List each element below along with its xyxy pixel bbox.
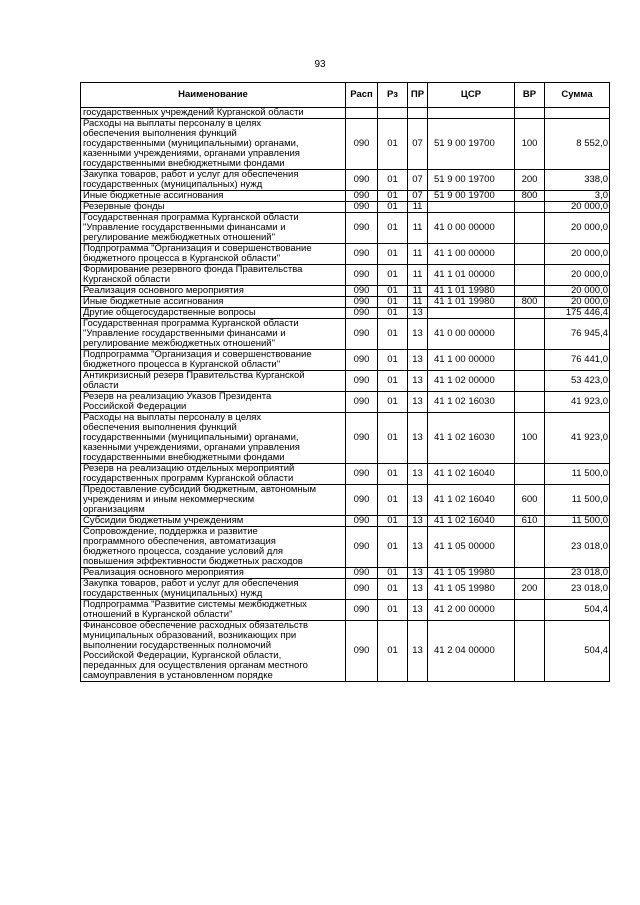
row-name-line: самоуправления в установленном порядке [83, 670, 273, 681]
row-vr [515, 371, 545, 392]
header-name: Наименование [81, 83, 346, 108]
row-csr: 41 1 02 16040 [428, 516, 515, 527]
row-name [81, 297, 346, 308]
row-sum: 11 500,0 [545, 464, 610, 485]
row-name [81, 170, 346, 191]
table-row [81, 621, 610, 682]
row-rasp: 090 [346, 286, 378, 297]
row-pr: 11 [408, 286, 428, 297]
row-vr [515, 244, 545, 265]
row-name-line: государственных учреждений Курганской области [83, 107, 304, 118]
row-name-line: Закупка товаров, работ и услуг для обеспечения [83, 578, 299, 589]
row-name-line: области [83, 380, 119, 391]
row-name [81, 527, 346, 568]
row-csr: 41 0 00 00000 [428, 213, 515, 244]
row-pr: 11 [408, 297, 428, 308]
row-rz: 01 [378, 308, 408, 319]
row-name-line: государственными внебюджетными фондами [83, 452, 285, 463]
row-csr: 41 1 01 19980 [428, 286, 515, 297]
row-pr: 11 [408, 213, 428, 244]
row-name [81, 413, 346, 464]
row-csr: 41 2 04 00000 [428, 621, 515, 682]
row-pr: 11 [408, 244, 428, 265]
row-pr: 13 [408, 350, 428, 371]
row-sum: 41 923,0 [545, 413, 610, 464]
row-sum: 11 500,0 [545, 516, 610, 527]
row-name-line: отношений в Курганской области" [83, 609, 233, 620]
row-rasp: 090 [346, 568, 378, 579]
row-sum: 76 945,4 [545, 319, 610, 350]
row-rz: 01 [378, 202, 408, 213]
row-name-line: бюджетного процесса, создание условий для [83, 546, 284, 557]
row-csr: 41 1 05 00000 [428, 527, 515, 568]
row-name-line: регулирование межбюджетных отношений" [83, 338, 275, 349]
row-name-line: обеспечения выполнения функций [83, 422, 237, 433]
table-row [81, 371, 610, 392]
row-vr [515, 308, 545, 319]
row-name-line: Подпрограмма "Развитие системы межбюджетных [83, 599, 307, 610]
row-rasp: 090 [346, 516, 378, 527]
row-sum: 23 018,0 [545, 579, 610, 600]
row-csr: 41 1 00 00000 [428, 350, 515, 371]
row-rasp: 090 [346, 319, 378, 350]
row-name [81, 108, 346, 119]
row-pr: 11 [408, 265, 428, 286]
row-pr: 13 [408, 308, 428, 319]
row-csr: 41 1 02 16030 [428, 392, 515, 413]
row-sum: 338,0 [545, 170, 610, 191]
row-pr: 13 [408, 319, 428, 350]
row-name-line: Расходы на выплаты персоналу в целях [83, 412, 262, 423]
row-rasp: 090 [346, 202, 378, 213]
table-row [81, 308, 610, 319]
row-vr: 610 [515, 516, 545, 527]
row-rz: 01 [378, 213, 408, 244]
table-body [81, 108, 610, 682]
row-vr: 800 [515, 297, 545, 308]
row-rasp: 090 [346, 170, 378, 191]
table-row [81, 413, 610, 464]
row-pr: 13 [408, 579, 428, 600]
row-rz: 01 [378, 119, 408, 170]
row-rz: 01 [378, 191, 408, 202]
row-name-line: Резервные фонды [83, 201, 165, 212]
row-rasp: 090 [346, 527, 378, 568]
row-csr: 41 1 00 00000 [428, 244, 515, 265]
table-row [81, 119, 610, 170]
row-vr [515, 600, 545, 621]
row-rz: 01 [378, 579, 408, 600]
row-rz: 01 [378, 516, 408, 527]
table-row [81, 213, 610, 244]
row-name-line: казенными учреждениями, органами управления [83, 148, 300, 159]
row-pr: 13 [408, 485, 428, 516]
row-name [81, 579, 346, 600]
row-name-line: Российской Федерации, Курганской области, [83, 650, 282, 661]
table-row [81, 202, 610, 213]
table-row [81, 464, 610, 485]
row-rasp: 090 [346, 308, 378, 319]
row-name-line: переданных для осуществления органам местного [83, 660, 308, 671]
row-rasp: 090 [346, 621, 378, 682]
row-vr [515, 265, 545, 286]
row-vr: 100 [515, 413, 545, 464]
row-rasp: 090 [346, 413, 378, 464]
row-rasp: 090 [346, 244, 378, 265]
row-csr: 41 0 00 00000 [428, 319, 515, 350]
row-vr [515, 527, 545, 568]
row-pr [408, 108, 428, 119]
table-row [81, 170, 610, 191]
row-name [81, 308, 346, 319]
table-row [81, 568, 610, 579]
row-csr: 41 1 02 16040 [428, 485, 515, 516]
row-name-line: Государственная программа Курганской области [83, 318, 299, 329]
header-rasp: Расп [346, 83, 378, 108]
row-rz: 01 [378, 527, 408, 568]
header-row [81, 83, 610, 108]
row-csr [428, 202, 515, 213]
row-rasp: 090 [346, 191, 378, 202]
row-name-line: государственных (муниципальных) нужд [83, 588, 263, 599]
row-vr [515, 213, 545, 244]
row-csr: 51 9 00 19700 [428, 170, 515, 191]
row-name-line: государственными (муниципальными) органами, [83, 432, 299, 443]
row-vr [515, 392, 545, 413]
row-vr [515, 568, 545, 579]
row-csr: 41 1 02 16040 [428, 464, 515, 485]
row-name-line: Другие общегосударственные вопросы [83, 307, 256, 318]
row-vr [515, 464, 545, 485]
row-sum [545, 108, 610, 119]
table-row [81, 485, 610, 516]
row-sum: 504,4 [545, 621, 610, 682]
row-name-line: Закупка товаров, работ и услуг для обеспечения [83, 169, 299, 180]
row-pr: 07 [408, 170, 428, 191]
row-name-line: Реализация основного мероприятия [83, 285, 244, 296]
table-row [81, 108, 610, 119]
row-sum: 20 000,0 [545, 244, 610, 265]
table-row [81, 350, 610, 371]
row-rz: 01 [378, 265, 408, 286]
row-sum: 20 000,0 [545, 213, 610, 244]
row-vr [515, 319, 545, 350]
row-sum: 504,4 [545, 600, 610, 621]
row-name-line: Подпрограмма "Организация и совершенствование [83, 349, 312, 360]
row-rz: 01 [378, 371, 408, 392]
row-name-line: государственными (муниципальными) органами, [83, 138, 299, 149]
row-name-line: Подпрограмма "Организация и совершенствование [83, 243, 312, 254]
row-name-line: Формирование резервного фонда Правительства [83, 264, 303, 275]
row-name [81, 319, 346, 350]
row-csr: 41 1 05 19980 [428, 568, 515, 579]
row-vr [515, 286, 545, 297]
row-pr: 13 [408, 516, 428, 527]
header-pr: ПР [408, 83, 428, 108]
row-rasp: 090 [346, 485, 378, 516]
row-name [81, 265, 346, 286]
row-name [81, 350, 346, 371]
row-rz: 01 [378, 319, 408, 350]
row-pr: 13 [408, 392, 428, 413]
table-row [81, 600, 610, 621]
table-row [81, 297, 610, 308]
table-row [81, 191, 610, 202]
row-name-line: муниципальных образований, возникающих при [83, 630, 297, 641]
row-name-line: Резерв на реализацию Указов Президента [83, 391, 272, 402]
row-name [81, 119, 346, 170]
row-sum: 11 500,0 [545, 485, 610, 516]
row-csr [428, 108, 515, 119]
row-pr: 11 [408, 202, 428, 213]
row-csr: 41 1 02 00000 [428, 371, 515, 392]
row-name [81, 485, 346, 516]
row-rasp: 090 [346, 297, 378, 308]
row-csr: 41 1 05 19980 [428, 579, 515, 600]
row-rasp: 090 [346, 350, 378, 371]
row-name-line: программного обеспечения, автоматизация [83, 536, 276, 547]
row-name-line: Реализация основного мероприятия [83, 567, 244, 578]
row-csr: 51 9 00 19700 [428, 119, 515, 170]
row-name-line: выполнении государственных полномочий [83, 640, 271, 651]
row-name-line: учреждениям и иным некоммерческим [83, 494, 255, 505]
row-rz: 01 [378, 621, 408, 682]
row-rasp: 090 [346, 213, 378, 244]
table-row [81, 516, 610, 527]
row-name-line: регулирование межбюджетных отношений" [83, 232, 275, 243]
row-csr [428, 308, 515, 319]
row-name-line: Государственная программа Курганской области [83, 212, 299, 223]
row-sum: 53 423,0 [545, 371, 610, 392]
row-name-line: казенными учреждениями, органами управления [83, 442, 300, 453]
budget-table [80, 82, 610, 682]
table-row [81, 265, 610, 286]
row-vr: 100 [515, 119, 545, 170]
row-sum: 20 000,0 [545, 286, 610, 297]
row-rasp: 090 [346, 371, 378, 392]
row-rz: 01 [378, 413, 408, 464]
row-vr: 800 [515, 191, 545, 202]
row-pr: 13 [408, 527, 428, 568]
row-sum: 23 018,0 [545, 568, 610, 579]
row-sum: 41 923,0 [545, 392, 610, 413]
row-name-line: повышения эффективности бюджетных расходов [83, 556, 303, 567]
row-rz: 01 [378, 568, 408, 579]
row-rasp: 090 [346, 600, 378, 621]
row-rz: 01 [378, 286, 408, 297]
table-row [81, 579, 610, 600]
row-name-line: Российской Федерации [83, 401, 187, 412]
row-sum: 20 000,0 [545, 202, 610, 213]
row-name-line: организациям [83, 504, 145, 515]
row-name [81, 516, 346, 527]
row-pr: 07 [408, 119, 428, 170]
row-vr [515, 350, 545, 371]
row-sum: 20 000,0 [545, 265, 610, 286]
row-name [81, 191, 346, 202]
row-pr: 13 [408, 568, 428, 579]
row-rz: 01 [378, 244, 408, 265]
row-name [81, 621, 346, 682]
row-pr: 07 [408, 191, 428, 202]
row-csr: 41 2 00 00000 [428, 600, 515, 621]
table-row [81, 286, 610, 297]
row-name-line: "Управление государственными финансами и [83, 328, 286, 339]
row-rz: 01 [378, 297, 408, 308]
row-rz: 01 [378, 392, 408, 413]
row-sum: 8 552,0 [545, 119, 610, 170]
row-csr: 51 9 00 19700 [428, 191, 515, 202]
row-name-line: бюджетного процесса в Курганской области" [83, 253, 281, 264]
row-pr: 13 [408, 371, 428, 392]
row-vr: 600 [515, 485, 545, 516]
row-rz: 01 [378, 350, 408, 371]
row-pr: 13 [408, 464, 428, 485]
row-rz [378, 108, 408, 119]
header-rz: Рз [378, 83, 408, 108]
row-name-line: Субсидии бюджетным учреждениям [83, 515, 244, 526]
row-vr: 200 [515, 170, 545, 191]
row-vr [515, 621, 545, 682]
row-name [81, 464, 346, 485]
row-rasp [346, 108, 378, 119]
row-name-line: Сопровождение, поддержка и развитие [83, 526, 258, 537]
row-csr: 41 1 02 16030 [428, 413, 515, 464]
table-row [81, 244, 610, 265]
row-sum: 3,0 [545, 191, 610, 202]
row-name-line: Финансовое обеспечение расходных обязательств [83, 620, 309, 631]
row-rz: 01 [378, 485, 408, 516]
row-rz: 01 [378, 170, 408, 191]
row-name-line: бюджетного процесса в Курганской области" [83, 359, 281, 370]
row-name-line: Резерв на реализацию отдельных мероприятий [83, 463, 295, 474]
row-name [81, 202, 346, 213]
row-sum: 76 441,0 [545, 350, 610, 371]
row-rasp: 090 [346, 119, 378, 170]
row-vr: 200 [515, 579, 545, 600]
row-rasp: 090 [346, 265, 378, 286]
row-name-line: "Управление государственными финансами и [83, 222, 286, 233]
row-name-line: государственных (муниципальных) нужд [83, 179, 263, 190]
row-sum: 175 446,4 [545, 308, 610, 319]
row-csr: 41 1 01 19980 [428, 297, 515, 308]
row-rz: 01 [378, 464, 408, 485]
row-pr: 13 [408, 413, 428, 464]
row-pr: 13 [408, 600, 428, 621]
row-name-line: Иные бюджетные ассигнования [83, 296, 224, 307]
row-name [81, 568, 346, 579]
page-number: 93 [314, 59, 326, 70]
row-name-line: государственных программ Курганской области [83, 473, 294, 484]
row-vr [515, 202, 545, 213]
row-name-line: государственными внебюджетными фондами [83, 158, 285, 169]
row-name-line: Антикризисный резерв Правительства Курганской [83, 370, 305, 381]
row-name-line: Предоставление субсидий бюджетным, автономным [83, 484, 316, 495]
header-csr: ЦСР [428, 83, 515, 108]
row-sum: 20 000,0 [545, 297, 610, 308]
row-name-line: Расходы на выплаты персоналу в целях [83, 118, 262, 129]
table-row [81, 527, 610, 568]
row-vr [515, 108, 545, 119]
row-name [81, 392, 346, 413]
row-name [81, 244, 346, 265]
table-row [81, 392, 610, 413]
header-vr: ВР [515, 83, 545, 108]
row-rasp: 090 [346, 392, 378, 413]
row-sum: 23 018,0 [545, 527, 610, 568]
row-name [81, 286, 346, 297]
header-sum: Сумма [545, 83, 610, 108]
row-name-line: Курганской области [83, 274, 171, 285]
row-name-line: обеспечения выполнения функций [83, 128, 237, 139]
table-row [81, 319, 610, 350]
row-name [81, 371, 346, 392]
row-rz: 01 [378, 600, 408, 621]
row-name [81, 600, 346, 621]
row-name-line: Иные бюджетные ассигнования [83, 190, 224, 201]
row-rasp: 090 [346, 464, 378, 485]
row-pr: 13 [408, 621, 428, 682]
row-name [81, 213, 346, 244]
row-rasp: 090 [346, 579, 378, 600]
row-csr: 41 1 01 00000 [428, 265, 515, 286]
